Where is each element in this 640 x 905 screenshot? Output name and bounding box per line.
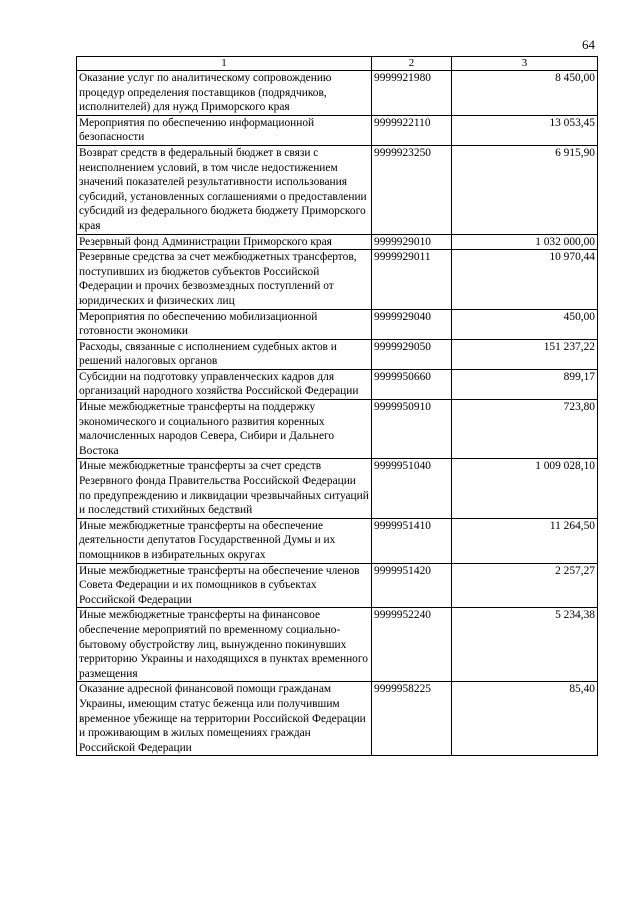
expense-name-cell: Иные межбюджетные трансферты на финансовое обеспечение мероприятий по временному социально-бытовому обустройству лиц, вынужденно покинувших территорию Украины и находящихся в пунктах временного размещения [77, 608, 372, 682]
table-row [77, 250, 598, 309]
column-header-2: 2 [372, 57, 452, 71]
amount-cell: 450,00 [452, 309, 598, 339]
target-code-cell: 9999952240 [372, 608, 452, 682]
expense-name-cell: Резервный фонд Администрации Приморского края [77, 234, 372, 250]
amount-cell: 6 915,90 [452, 145, 598, 234]
amount-cell: 11 264,50 [452, 518, 598, 563]
expense-name-cell: Субсидии на подготовку управленческих кадров для организаций народного хозяйства Российской Федерации [77, 369, 372, 399]
amount-cell: 8 450,00 [452, 71, 598, 116]
target-code-cell: 9999929010 [372, 234, 452, 250]
target-code-cell: 9999951410 [372, 518, 452, 563]
amount-cell: 13 053,45 [452, 115, 598, 145]
table-row [77, 563, 598, 608]
target-code-cell: 9999929050 [372, 339, 452, 369]
page-number: 64 [582, 37, 595, 52]
target-code-cell: 9999958225 [372, 682, 452, 756]
table-body [77, 71, 598, 756]
expense-name-cell: Оказание адресной финансовой помощи гражданам Украины, имеющим статус беженца или получившим временное убежище на территории Российской Федерации и проживающим в жилых помещениях граждан Российской Федерации [77, 682, 372, 756]
target-code-cell: 9999929040 [372, 309, 452, 339]
amount-cell: 2 257,27 [452, 563, 598, 608]
table-row [77, 115, 598, 145]
table-row [77, 309, 598, 339]
expense-name-cell: Мероприятия по обеспечению мобилизационной готовности экономики [77, 309, 372, 339]
table-row [77, 71, 598, 116]
table-row [77, 369, 598, 399]
table-header-row [77, 57, 598, 71]
target-code-cell: 9999922110 [372, 115, 452, 145]
table-row [77, 145, 598, 234]
table-row [77, 608, 598, 682]
expense-name-cell: Иные межбюджетные трансферты на обеспечение членов Совета Федерации и их помощников в субъектах Российской Федерации [77, 563, 372, 608]
target-code-cell: 9999929011 [372, 250, 452, 309]
amount-cell: 1 009 028,10 [452, 459, 598, 518]
amount-cell: 899,17 [452, 369, 598, 399]
table-row [77, 682, 598, 756]
expense-name-cell: Иные межбюджетные трансферты на поддержку экономического и социального развития коренных малочисленных народов Севера, Сибири и Дальнего Востока [77, 400, 372, 459]
amount-cell: 5 234,38 [452, 608, 598, 682]
expense-name-cell: Иные межбюджетные трансферты за счет средств Резервного фонда Правительства Российской Федерации по предупреждению и ликвидации чрезвычайных ситуаций и последствий стихийных бедствий [77, 459, 372, 518]
expense-name-cell: Мероприятия по обеспечению информационной безопасности [77, 115, 372, 145]
target-code-cell: 9999950910 [372, 400, 452, 459]
amount-cell: 1 032 000,00 [452, 234, 598, 250]
table-row [77, 518, 598, 563]
expense-name-cell: Резервные средства за счет межбюджетных трансфертов, поступивших из бюджетов субъектов Российской Федерации и прочих безвозмездных поступлений от юридических и физических лиц [77, 250, 372, 309]
table-row [77, 400, 598, 459]
amount-cell: 723,80 [452, 400, 598, 459]
expense-name-cell: Расходы, связанные с исполнением судебных актов и решений налоговых органов [77, 339, 372, 369]
expense-name-cell: Возврат средств в федеральный бюджет в связи с неисполнением условий, в том числе недостижением значений показателей результативности использования субсидий, установленных соглашениями о предоставлении субсидий из федерального бюджета бюджету Приморского края [77, 145, 372, 234]
target-code-cell: 9999921980 [372, 71, 452, 116]
expense-name-cell: Иные межбюджетные трансферты на обеспечение деятельности депутатов Государственной Думы и их помощников в избирательных округах [77, 518, 372, 563]
target-code-cell: 9999951040 [372, 459, 452, 518]
expense-name-cell: Оказание услуг по аналитическому сопровождению процедур определения поставщиков (подрядчиков, исполнителей) для нужд Приморского края [77, 71, 372, 116]
amount-cell: 151 237,22 [452, 339, 598, 369]
column-header-1: 1 [77, 57, 372, 71]
amount-cell: 85,40 [452, 682, 598, 756]
column-header-3: 3 [452, 57, 598, 71]
budget-table [76, 56, 598, 756]
target-code-cell: 9999951420 [372, 563, 452, 608]
table-row [77, 234, 598, 250]
table-row [77, 339, 598, 369]
target-code-cell: 9999950660 [372, 369, 452, 399]
table-row [77, 459, 598, 518]
target-code-cell: 9999923250 [372, 145, 452, 234]
amount-cell: 10 970,44 [452, 250, 598, 309]
